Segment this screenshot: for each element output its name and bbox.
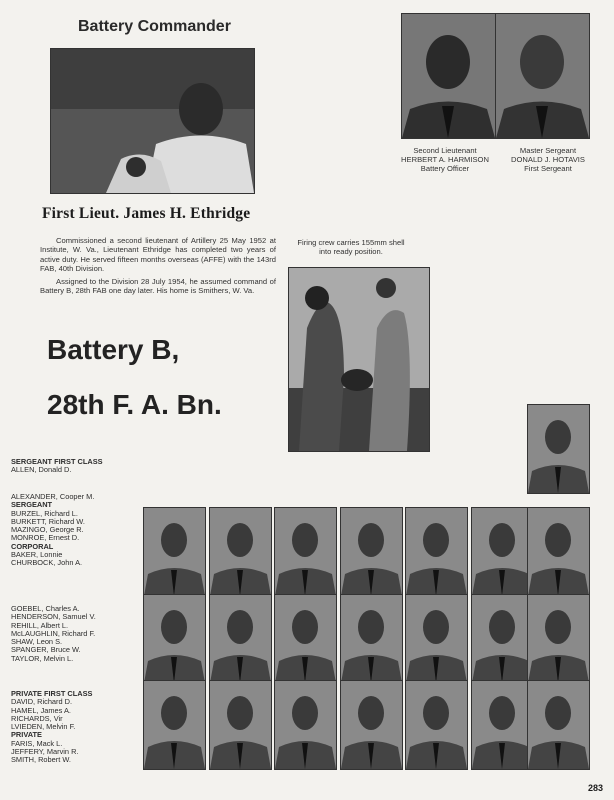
battery-commander-heading: Battery Commander [78,18,231,35]
roster-line: HAMEL, James A. [11,705,71,715]
officer-rank: Second Lieutenant [413,146,477,155]
soldier-portrait [471,594,534,684]
soldier-portrait [405,680,468,770]
commander-name: First Lieut. James H. Ethridge [42,205,251,222]
roster-line: SMITH, Robert W. [11,755,71,765]
roster-line: SHAW, Leon S. [11,637,63,647]
commander-photo [50,48,255,194]
roster-group-3 [11,605,96,663]
firing-crew-photo [288,267,430,452]
roster-line: HENDERSON, Samuel V. [11,612,96,622]
roster-line: SERGEANT [11,500,53,510]
commander-bio-paragraph: Assigned to the Division 28 July 1954, he assumed command of Battery B, 28th FAB one day later. His home is Smithers, W. Va. [40,276,276,296]
officer-photo-harmison [401,13,496,139]
roster-line: ALLEN, Donald D. [11,465,72,475]
roster-line: McLAUGHLIN, Richard F. [11,628,96,638]
commander-bio-paragraph: Commissioned a second lieutenant of Artillery 25 May 1952 at Institute, W. Va., Lieutenant Ethridge has completed two years of active duty. He served fifteen months overseas (AFFE) with the 143rd FAB, 40th Division. [40,236,276,274]
soldier-portrait [340,594,403,684]
soldier-portrait [471,507,534,597]
firing-crew-caption: Firing crew carries 155mm shell into ready position. [297,238,405,256]
soldier-portrait [209,507,272,597]
roster-line: ALEXANDER, Cooper M. [11,492,95,501]
soldier-portrait [143,680,206,770]
officer-role: First Sergeant [524,164,572,173]
roster-line: CHURBOCK, John A. [11,558,83,568]
officer-role: Battery Officer [420,164,470,173]
roster-line: FARIS, Mack L. [11,738,63,748]
roster-line: PRIVATE FIRST CLASS [11,689,93,698]
roster-group-2 [11,493,94,568]
soldier-portrait [340,507,403,597]
soldier-portrait [274,507,337,597]
roster-line: MAZINGO, George R. [11,525,84,535]
roster-line: SPANGER, Bruce W. [11,645,81,655]
soldier-portrait [209,680,272,770]
soldier-portrait [527,507,590,597]
soldier-portrait [527,680,590,770]
soldier-portrait [143,507,206,597]
unit-title-line1: Battery B, [47,334,180,365]
soldier-portrait [274,680,337,770]
roster-line: BURKETT, Richard W. [11,516,85,526]
roster-line: DAVID, Richard D. [11,697,73,707]
officer-name: DONALD J. HOTAVIS [511,155,585,164]
officer-name: HERBERT A. HARMISON [401,155,489,164]
unit-title-line2: 28th F. A. Bn. [47,389,222,420]
roster-line: TAYLOR, Melvin L. [11,653,74,663]
soldier-portrait [209,594,272,684]
officer-caption-hotavis [493,146,603,173]
page-number: 283 [588,783,604,793]
soldier-portrait [405,507,468,597]
commander-bio [40,236,276,298]
roster-line: BURZEL, Richard L. [11,508,78,518]
roster-line: RICHARDS, Vir [11,713,63,723]
roster-group-1 [11,458,103,475]
roster-line: JEFFERY, Marvin R. [11,747,79,757]
roster-line: BAKER, Lonnie [11,550,63,560]
roster-line: PRIVATE [11,730,42,740]
roster-group-4 [11,690,92,765]
officer-photo-hotavis [495,13,590,139]
officer-caption-harmison [386,146,504,173]
soldier-portrait [405,594,468,684]
roster-line: LVIEDEN, Melvin F. [11,722,76,732]
roster-line: CORPORAL [11,541,54,551]
roster-line: MONROE, Ernest D. [11,533,80,543]
soldier-portrait [340,680,403,770]
soldier-portrait [527,404,590,494]
officer-rank: Master Sergeant [519,146,577,155]
soldier-portrait [143,594,206,684]
soldier-portrait [527,594,590,684]
roster-line: GOEBEL, Charles A. [11,604,80,613]
soldier-portrait [471,680,534,770]
soldier-portrait [274,594,337,684]
roster-line: SERGEANT FIRST CLASS [11,457,103,466]
roster-line: REHILL, Albert L. [11,620,69,630]
